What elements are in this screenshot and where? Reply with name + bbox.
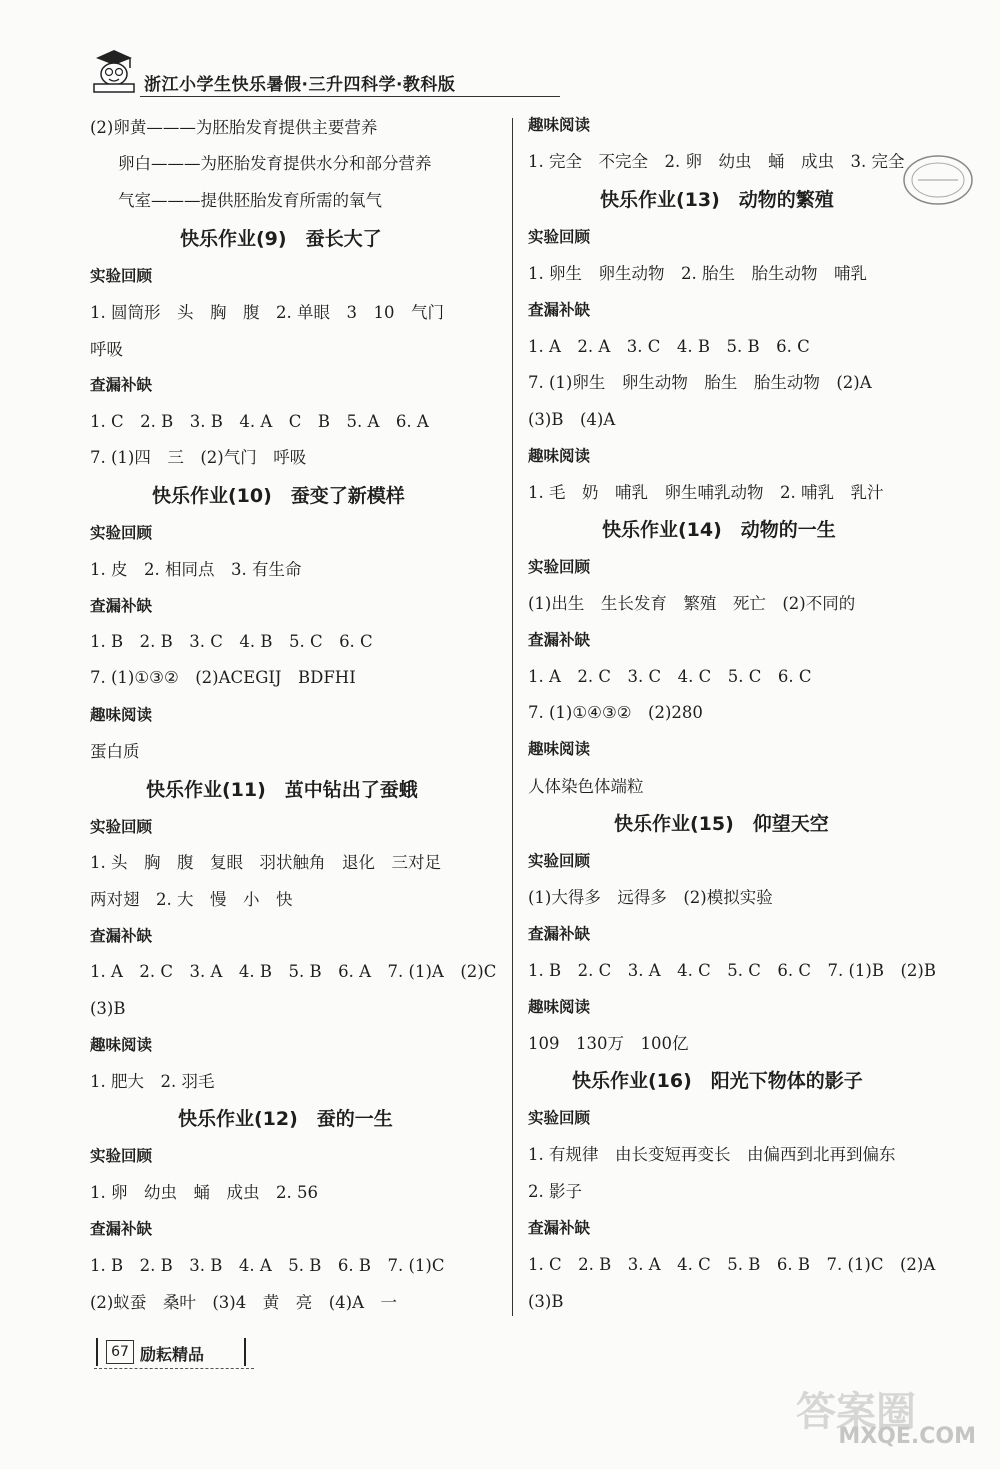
header-title: 浙江小学生快乐暑假·三升四科学·教科版: [144, 75, 456, 95]
column-divider: [512, 118, 513, 1316]
answer-line: 两对翅 2. 大 慢 小 快: [90, 890, 293, 909]
answer-line: 呼吸: [90, 340, 123, 359]
answer-line: 1. 圆筒形 头 胸 腹 2. 单眼 3 10 气门: [90, 303, 444, 322]
answer-line: 1. A 2. C 3. A 4. B 5. B 6. A 7. (1)A (2)C: [90, 962, 497, 981]
footer-bar-right: [244, 1338, 246, 1366]
answer-line: (3)B: [90, 999, 126, 1018]
chapter-title: 快乐作业(16) 阳光下物体的影子: [572, 1070, 863, 1092]
chapter-title: 快乐作业(11) 茧中钻出了蚕蛾: [146, 779, 418, 801]
section-heading: 实验回顾: [90, 524, 153, 542]
answer-line: 1. C 2. B 3. B 4. A C B 5. A 6. A: [90, 412, 429, 431]
answer-line: (2)卵黄———为胚胎发育提供主要营养: [90, 118, 378, 137]
answer-line: 7. (1)①③② (2)ACEGIJ BDFHI: [90, 668, 356, 687]
section-heading: 实验回顾: [528, 558, 591, 576]
chapter-title: 快乐作业(14) 动物的一生: [602, 519, 836, 541]
answer-line: 1. 卵 幼虫 蛹 成虫 2. 56: [90, 1183, 318, 1202]
section-heading: 趣味阅读: [528, 447, 591, 465]
section-heading: 查漏补缺: [90, 376, 153, 394]
answer-line: (1)大得多 远得多 (2)模拟实验: [528, 888, 773, 907]
page-number: 67: [106, 1340, 134, 1364]
watermark-logo: 答案圈: [796, 1389, 916, 1435]
answer-line: 气室———提供胚胎发育所需的氧气: [118, 191, 382, 210]
answer-line: 1. 头 胸 腹 复眼 羽状触角 退化 三对足: [90, 853, 441, 872]
student-mascot-icon: [88, 48, 138, 94]
section-heading: 实验回顾: [90, 1147, 153, 1165]
section-heading: 趣味阅读: [528, 998, 591, 1016]
answer-line: (2)蚁蚕 桑叶 (3)4 黄 亮 (4)A 一: [90, 1293, 398, 1312]
answer-line: 2. 影子: [528, 1182, 582, 1201]
section-heading: 趣味阅读: [528, 116, 591, 134]
section-heading: 趣味阅读: [90, 706, 153, 724]
section-heading: 查漏补缺: [90, 597, 153, 615]
chapter-title: 快乐作业(15) 仰望天空: [614, 813, 829, 835]
page-header: [88, 48, 528, 98]
answer-line: 1. A 2. C 3. C 4. C 5. C 6. C: [528, 667, 812, 686]
footer-divider: [94, 1368, 254, 1369]
chapter-title: 快乐作业(13) 动物的繁殖: [600, 189, 834, 211]
answer-line: 1. 皮 2. 相同点 3. 有生命: [90, 560, 302, 579]
section-heading: 查漏补缺: [90, 927, 153, 945]
watermark-url: MXQE.COM: [838, 1424, 976, 1449]
page-footer: [94, 1336, 254, 1368]
answer-line: 1. 有规律 由长变短再变长 由偏西到北再到偏东: [528, 1145, 896, 1164]
section-heading: 查漏补缺: [528, 1219, 591, 1237]
answer-line: (1)出生 生长发育 繁殖 死亡 (2)不同的: [528, 594, 856, 613]
section-heading: 趣味阅读: [528, 740, 591, 758]
answer-line: 1. C 2. B 3. A 4. C 5. B 6. B 7. (1)C (2)A: [528, 1255, 936, 1274]
answer-line: 1. 卵生 卵生动物 2. 胎生 胎生动物 哺乳: [528, 264, 867, 283]
answer-line: 人体染色体端粒: [528, 777, 644, 796]
section-heading: 实验回顾: [528, 1109, 591, 1127]
answer-line: 1. 肥大 2. 羽毛: [90, 1072, 215, 1091]
answer-line: 卵白———为胚胎发育提供水分和部分营养: [118, 154, 432, 173]
stamp-icon: [900, 150, 976, 210]
answer-line: 蛋白质: [90, 742, 140, 761]
header-divider: [140, 96, 560, 97]
chapter-title: 快乐作业(12) 蚕的一生: [178, 1108, 393, 1130]
answer-line: 1. B 2. B 3. B 4. A 5. B 6. B 7. (1)C: [90, 1256, 445, 1275]
chapter-title: 快乐作业(10) 蚕变了新模样: [152, 485, 405, 507]
answer-line: 109 130万 100亿: [528, 1034, 689, 1053]
answer-line: 1. B 2. B 3. C 4. B 5. C 6. C: [90, 632, 373, 651]
section-heading: 实验回顾: [90, 267, 153, 285]
section-heading: 实验回顾: [528, 852, 591, 870]
watermark: [746, 1380, 986, 1460]
section-heading: 查漏补缺: [528, 301, 591, 319]
brand-label: 励耘精品: [140, 1345, 205, 1364]
section-heading: 实验回顾: [90, 818, 153, 836]
section-heading: 趣味阅读: [90, 1036, 153, 1054]
answer-line: 1. 完全 不完全 2. 卵 幼虫 蛹 成虫 3. 完全: [528, 152, 905, 171]
section-heading: 查漏补缺: [528, 631, 591, 649]
answer-line: 7. (1)卵生 卵生动物 胎生 胎生动物 (2)A: [528, 373, 872, 392]
section-heading: 查漏补缺: [90, 1220, 153, 1238]
section-heading: 实验回顾: [528, 228, 591, 246]
answer-line: 7. (1)四 三 (2)气门 呼吸: [90, 448, 307, 467]
chapter-title: 快乐作业(9) 蚕长大了: [180, 228, 382, 250]
answer-line: 7. (1)①④③② (2)280: [528, 703, 703, 722]
section-heading: 查漏补缺: [528, 925, 591, 943]
answer-line: 1. A 2. A 3. C 4. B 5. B 6. C: [528, 337, 810, 356]
footer-bar-left: [96, 1338, 98, 1366]
answer-line: 1. 毛 奶 哺乳 卵生哺乳动物 2. 哺乳 乳汁: [528, 483, 884, 502]
answer-line: 1. B 2. C 3. A 4. C 5. C 6. C 7. (1)B (2)B: [528, 961, 936, 980]
answer-line: (3)B (4)A: [528, 410, 616, 429]
answer-line: (3)B: [528, 1292, 564, 1311]
